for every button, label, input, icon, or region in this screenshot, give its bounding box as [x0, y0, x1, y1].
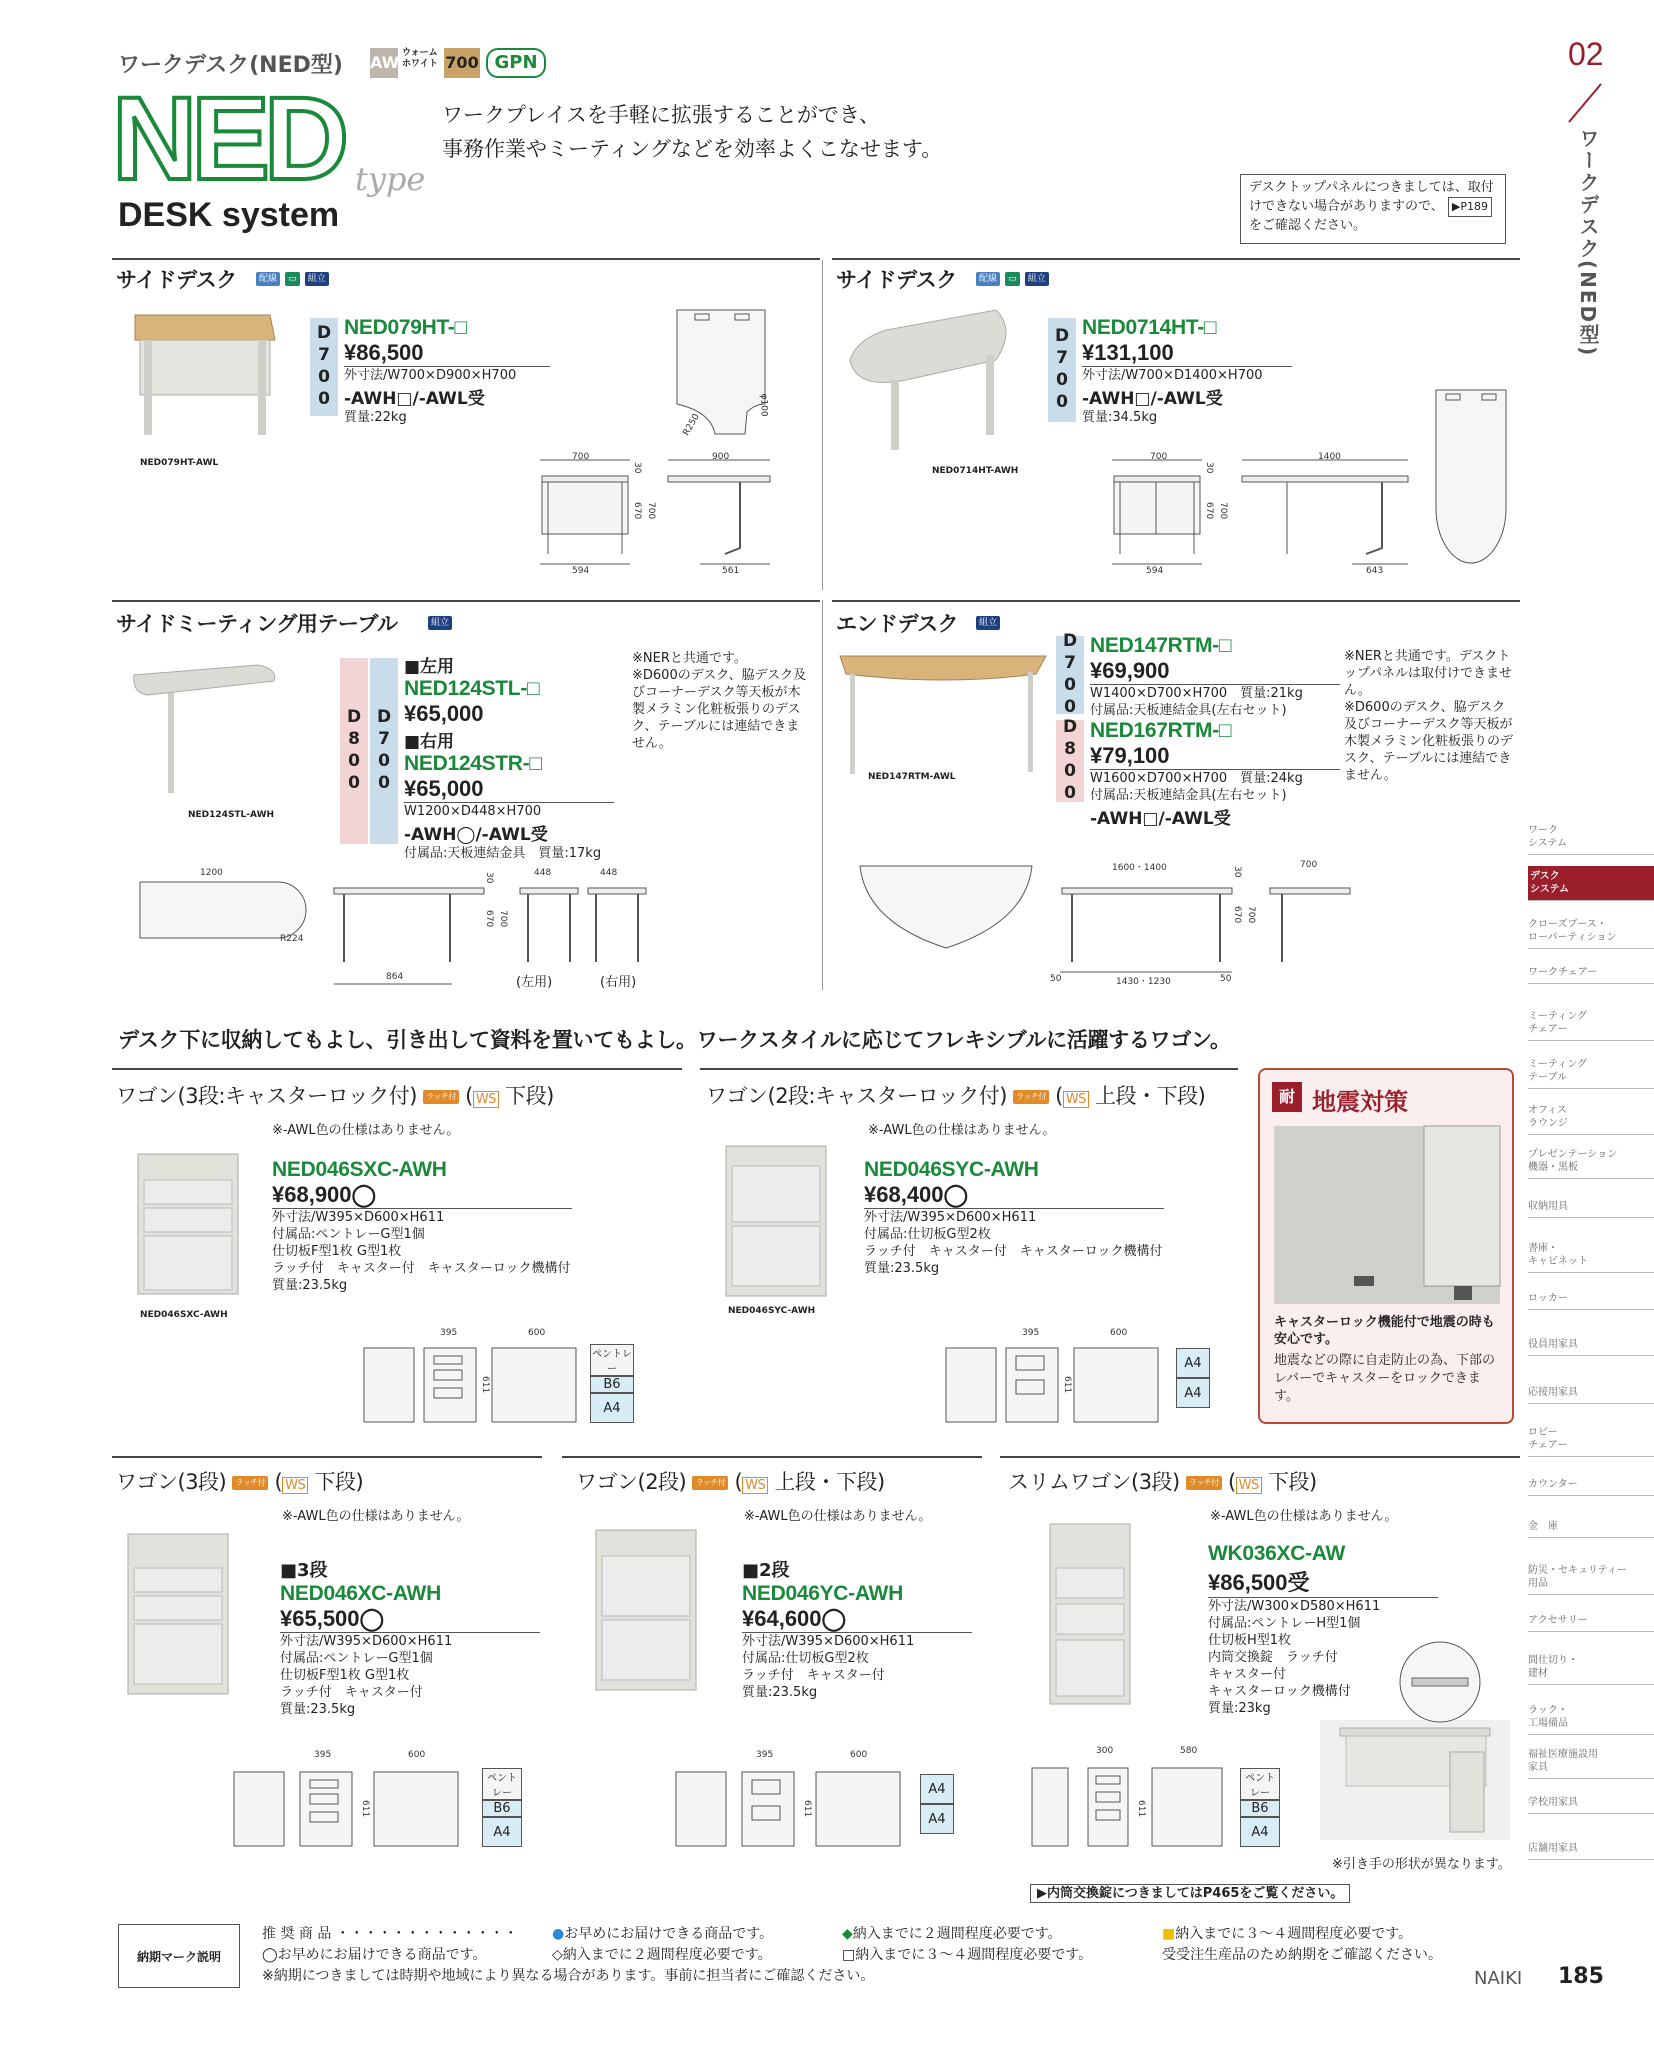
depth-label: D700: [1056, 636, 1084, 714]
spec-icons: 配線 ▭ 組立: [976, 268, 1049, 287]
tray-table: ペントレー B6 A4: [482, 1768, 522, 1847]
dim: 700: [498, 910, 508, 928]
section-title: サイドデスク: [836, 268, 957, 292]
product-variant: -AWH◯/-AWL受: [404, 825, 548, 845]
elevation-drawing: [1112, 458, 1412, 568]
product-code: NED046XC-AWH: [280, 1582, 441, 1605]
product-code: NED0714HT-□: [1082, 316, 1217, 339]
sidebar-item[interactable]: ラック・ 工場備品: [1528, 1700, 1654, 1735]
col-divider: [822, 260, 823, 590]
dim: 864: [386, 972, 404, 982]
quake-text: 地震などの際に自走防止の為、下部のレバーでキャスターをロックできます。: [1274, 1353, 1496, 1404]
legend-cell: ◇納入までに２週間程度必要です。: [552, 1947, 772, 1963]
dim: 643: [1366, 566, 1384, 576]
section-title: サイドミーティング用テーブル: [116, 612, 398, 636]
meeting-table-photo: [128, 655, 288, 805]
dim: 50: [1050, 974, 1062, 984]
spec-line: 付属品:仕切板G型2枚: [864, 1227, 991, 1242]
photo-caption: NED046SYC-AWH: [728, 1306, 816, 1316]
sidebar-item[interactable]: 役員用家具: [1528, 1334, 1654, 1356]
divider: [832, 600, 1520, 602]
latch-icon: ラッチ付: [1013, 1090, 1049, 1104]
wagon-3-photo: [134, 1150, 244, 1300]
brand: NAIKI: [1474, 1968, 1523, 1989]
plan-drawing: [856, 862, 1036, 956]
sidebar-item[interactable]: ワーク システム: [1528, 820, 1654, 855]
dim: 700: [1150, 452, 1168, 462]
dim: R224: [280, 934, 304, 944]
dim: 600: [408, 1750, 426, 1760]
product-size: W1200×D448×H700: [404, 802, 614, 820]
sidebar-item[interactable]: 学校用家具: [1528, 1792, 1654, 1814]
elevation-drawing: [1060, 868, 1360, 978]
wagon-drawing: [362, 1346, 582, 1426]
ws-icon: WS: [1236, 1477, 1262, 1494]
sidebar-item[interactable]: ミーティング テーブル: [1528, 1054, 1654, 1089]
latch-icon: ラッチ付: [692, 1476, 728, 1490]
section-title: ワゴン(2段) ラッチ付 ( WS 上段・下段): [576, 1470, 885, 1494]
product-info: [1090, 634, 1340, 829]
dim: 395: [1022, 1328, 1040, 1338]
product-code: NED167RTM-□: [1090, 719, 1232, 742]
product-size: 外寸法/W700×D1400×H700: [1082, 366, 1292, 384]
sidebar-item[interactable]: ミーティング チェアー: [1528, 1006, 1654, 1041]
right-label: (右用): [600, 975, 637, 990]
legend-title: 納期マーク説明: [118, 1924, 240, 1988]
sidebar-item[interactable]: 店舗用家具: [1528, 1838, 1654, 1860]
dim: 300: [1096, 1746, 1114, 1756]
dim: 900: [712, 452, 730, 462]
ws-icon: WS: [473, 1091, 499, 1108]
spec-line: 質量:23.5kg: [280, 1702, 356, 1717]
photo-caption: NED0714HT-AWH: [932, 466, 1019, 476]
spec-line: 外寸法/W395×D600×H611: [864, 1210, 1037, 1225]
color-badge: AW: [370, 48, 398, 78]
wagon-drawing: [944, 1346, 1164, 1426]
product-info: [404, 652, 614, 862]
section-title: ワゴン(3段) ラッチ付 ( WS 下段): [116, 1470, 364, 1494]
spec-line: ラッチ付 キャスター付: [280, 1685, 423, 1700]
divider: [112, 1456, 542, 1458]
spec-line: 内筒交換錠 ラッチ付: [1208, 1650, 1338, 1665]
photo-caption: NED046SXC-AWH: [140, 1310, 228, 1320]
sidebar-item[interactable]: ワークチェアー: [1528, 962, 1654, 984]
section-title: ワゴン(2段:キャスターロック付) ラッチ付 ( WS 上段・下段): [706, 1084, 1206, 1108]
tray-table: ペントレー B6 A4: [1240, 1768, 1280, 1847]
product-info: [280, 1556, 540, 1718]
product-code: WK036XC-AW: [1208, 1542, 1346, 1565]
tray-table: A4 A4: [1176, 1348, 1210, 1408]
dim: 611: [1136, 1800, 1146, 1818]
dim: 395: [314, 1750, 332, 1760]
dim: 30: [1232, 866, 1242, 878]
left-label: (左用): [516, 975, 553, 990]
end-desk-photo: [836, 650, 1056, 780]
section-vertical-title: ワークデスク(NED型): [1576, 128, 1600, 358]
product-accessory: 付属品:天板連結金具(左右セット): [1090, 703, 1287, 718]
intro-text: [442, 98, 942, 166]
sidebar-item[interactable]: デスク システム: [1528, 866, 1654, 901]
product-price: ¥69,900: [1090, 658, 1170, 683]
dim: 611: [1062, 1376, 1072, 1394]
spec-line: 質量:23.5kg: [742, 1685, 818, 1700]
product-accessory: 付属品:天板連結金具(左右セット): [1090, 788, 1287, 803]
variant-label: ■2段: [742, 1560, 790, 1581]
dim: 700: [1218, 502, 1228, 520]
quake-bold: キャスターロック機能付で地震の時も安心です。: [1274, 1315, 1495, 1347]
sidebar-item[interactable]: 福祉医療施設用 家具: [1528, 1744, 1654, 1779]
dim: 600: [528, 1328, 546, 1338]
note: ※-AWL色の仕様はありません。: [1210, 1509, 1398, 1524]
intro-line: 事務作業やミーティングなどを効率よくこなせます。: [442, 137, 943, 161]
spec-line: 付属品:仕切板G型2枚: [742, 1651, 869, 1666]
legend-cell: 推 奨 商 品 ・・・・・・・・・・・・・: [262, 1926, 518, 1942]
gpn-badge: GPN: [486, 48, 546, 78]
dim: 30: [632, 462, 642, 474]
photo-caption: NED124STL-AWH: [188, 810, 275, 820]
sidebar-item[interactable]: アクセサリー: [1528, 1610, 1654, 1632]
quake-icon: 耐: [1272, 1082, 1302, 1112]
slim-wagon-photo: [1046, 1520, 1136, 1710]
notice-end: をご確認ください。: [1249, 218, 1367, 233]
spec-line: 仕切板H型1枚: [1208, 1633, 1292, 1648]
sidebar-item[interactable]: 間仕切り・ 建材: [1528, 1650, 1654, 1685]
section-title: スリムワゴン(3段) ラッチ付 ( WS 下段): [1008, 1470, 1317, 1494]
sidebar-item[interactable]: 収納用具: [1528, 1196, 1654, 1218]
notice-ref[interactable]: ▶P189: [1448, 197, 1492, 217]
note: ※D600のデスク、脇デスク及びコーナーデスク等天板が木製メラミン化粧板張りのデスク、テーブルには連結できません。: [1344, 700, 1514, 783]
notes: [1344, 648, 1516, 784]
intro-line: ワークプレイスを手軽に拡張することができ、: [442, 103, 881, 127]
dim: 30: [484, 872, 494, 884]
legend-cell: ◯お早めにお届けできる商品です。: [262, 1947, 487, 1963]
spec-line: 付属品:ペントレーG型1個: [272, 1227, 425, 1242]
spec-line: ラッチ付 キャスター付 キャスターロック機構付: [864, 1244, 1163, 1259]
logo-type: type: [355, 160, 426, 198]
spec-line: 質量:23kg: [1208, 1701, 1271, 1716]
sidebar-item[interactable]: プレゼンテーション 機器・黒板: [1528, 1144, 1654, 1179]
legend-cell: □納入までに３～４週間程度必要です。: [842, 1947, 1093, 1963]
dim: 611: [360, 1800, 370, 1818]
tray-table: ペントレー B6 A4: [590, 1344, 634, 1423]
product-code: NED124STL-□: [404, 677, 540, 700]
legend-cell: 受受注生産品のため納期をご確認ください。: [1162, 1947, 1442, 1963]
product-code: NED046YC-AWH: [742, 1582, 903, 1605]
spec-line: 外寸法/W395×D600×H611: [742, 1634, 915, 1649]
product-price: ¥64,600◯: [742, 1606, 972, 1633]
photo-caption: NED147RTM-AWL: [868, 772, 956, 782]
product-info: [272, 1158, 572, 1294]
quake-title: 地震対策: [1312, 1088, 1408, 1116]
product-price: ¥65,000: [404, 776, 484, 801]
spec-line: ラッチ付 キャスター付 キャスターロック機構付: [272, 1261, 571, 1276]
sidebar-item[interactable]: 応接用家具: [1528, 1382, 1654, 1404]
dim: 1600・1400: [1112, 863, 1167, 873]
dim: 1200: [200, 868, 223, 878]
logo-sub: DESK system: [118, 196, 340, 234]
product-variant: -AWH□/-AWL受: [1082, 389, 1223, 409]
col-divider: [822, 600, 823, 990]
dim: 395: [756, 1750, 774, 1760]
dim: 700: [572, 452, 590, 462]
spec-line: 外寸法/W395×D600×H611: [272, 1210, 445, 1225]
legend-footnote: ※納期につきましては時期や地域により異なる場合があります。事前に担当者にご確認ください。: [262, 1968, 875, 1984]
note: ※-AWL色の仕様はありません。: [744, 1509, 932, 1524]
depth-label: D700: [1048, 318, 1076, 422]
spec-line: 付属品:ペントレーH型1個: [1208, 1616, 1361, 1631]
divider: [1000, 1456, 1520, 1458]
spec-line: 仕切板F型1枚 G型1枚: [272, 1244, 402, 1259]
tray-table: A4 A4: [920, 1774, 954, 1834]
page-number: 185: [1558, 1964, 1604, 1989]
divider: [832, 258, 1520, 260]
spec-line: キャスター付: [1208, 1667, 1287, 1682]
wagon-2-photo: [722, 1142, 832, 1302]
sidebar-item[interactable]: ロビー チェアー: [1528, 1422, 1654, 1457]
spec-line: キャスターロック機構付: [1208, 1684, 1351, 1699]
ws-icon: WS: [282, 1477, 308, 1494]
dim: 611: [480, 1376, 490, 1394]
dim: 700: [1246, 906, 1256, 924]
product-variant: -AWH□/-AWL受: [1090, 809, 1231, 829]
spec-line: 仕切板F型1枚 G型1枚: [280, 1668, 410, 1683]
variant-label: ■左用: [404, 657, 455, 677]
latch-icon: ラッチ付: [423, 1090, 459, 1104]
dim: 1400: [1318, 452, 1341, 462]
spec-icons: 配線 ▭ 組立: [256, 268, 329, 287]
spec-line: 質量:23.5kg: [272, 1278, 348, 1293]
color-name: ウォーム ホワイト: [402, 48, 438, 69]
elevation-drawing: [540, 458, 780, 568]
sidebar-item[interactable]: ロッカー: [1528, 1288, 1654, 1310]
product-code: NED147RTM-□: [1090, 634, 1232, 657]
dim: 700: [646, 502, 656, 520]
quake-photo: [1274, 1126, 1500, 1304]
product-price: ¥68,400◯: [864, 1182, 1164, 1209]
category-title: ワークデスク(NED型): [118, 53, 343, 78]
dim-phi: φ100: [758, 393, 769, 417]
dim: 670: [1204, 502, 1214, 520]
lock-note[interactable]: ▶内筒交換錠につきましてはP465をご覧ください。: [1030, 1884, 1350, 1903]
sidebar-item[interactable]: クローズブース・ ローパーティション: [1528, 914, 1654, 949]
desk-with-wagon-photo: [1320, 1652, 1510, 1852]
plan-drawing: [1434, 388, 1510, 568]
dim: 600: [1110, 1328, 1128, 1338]
spec-icons: 組立: [428, 612, 452, 631]
logo-ned: NED: [112, 73, 344, 205]
depth-label: D700: [310, 318, 338, 416]
section-number: 02: [1568, 36, 1604, 72]
divider: [112, 258, 820, 260]
product-variant: -AWH□/-AWL受: [344, 389, 485, 409]
product-price: ¥86,500受: [1208, 1566, 1438, 1598]
latch-icon: ラッチ付: [1186, 1476, 1222, 1490]
dim: 594: [1146, 566, 1164, 576]
section-title: エンドデスク: [836, 612, 959, 636]
product-price: ¥131,100: [1082, 340, 1174, 365]
divider: [112, 1068, 682, 1070]
photo-caption: NED079HT-AWL: [140, 458, 219, 468]
product-weight: 付属品:天板連結金具 質量:17kg: [404, 846, 602, 861]
dim: 561: [722, 566, 740, 576]
notes: [632, 650, 810, 752]
dim: 580: [1180, 1746, 1198, 1756]
spec-line: ラッチ付 キャスター付: [742, 1668, 885, 1683]
notice-text: デスクトップパネルにつきましては、取付けできない場合がありますので、: [1249, 180, 1494, 214]
product-size: W1600×D700×H700 質量:24kg: [1090, 769, 1340, 787]
dim: 1430・1230: [1116, 977, 1171, 987]
product-weight: 質量:22kg: [344, 410, 407, 425]
product-price: ¥79,100: [1090, 743, 1170, 768]
legend-cell: 納入までに２週間程度必要です。: [852, 1926, 1062, 1942]
dim: 611: [802, 1800, 812, 1818]
earthquake-box: [1258, 1068, 1514, 1424]
section-slash: [1565, 84, 1605, 124]
product-info: [864, 1158, 1164, 1277]
product-size: W1400×D700×H700 質量:21kg: [1090, 684, 1340, 702]
photo-note: ※引き手の形状が異なります。: [1332, 1857, 1511, 1872]
dim: 50: [1220, 974, 1232, 984]
product-code: NED046SYC-AWH: [864, 1158, 1039, 1181]
sidebar-item[interactable]: 金 庫: [1528, 1516, 1654, 1538]
product-code: NED124STR-□: [404, 752, 542, 775]
notice-box: [1240, 174, 1506, 244]
dim: 700: [1300, 860, 1318, 870]
dim: 670: [632, 502, 642, 520]
latch-icon: ラッチ付: [232, 1476, 268, 1490]
dim: 594: [572, 566, 590, 576]
legend-cell: 納入までに３～４週間程度必要です。: [1175, 1926, 1413, 1942]
product-info: [1082, 316, 1292, 426]
depth-label: D700: [370, 658, 398, 844]
product-price: ¥65,500◯: [280, 1606, 540, 1633]
legend: 推 奨 商 品 ・・・・・・・・・・・・・ ●お早めにお届けできる商品です。 ◆納入までに２週間程度必要です。 ■納入までに３～４週間程度必要です。 ◯お早めにお届けできる商品です。 ◇納入までに２週間程度必要です。 □納入までに３～４週間程度必要です。 受受注生産品のため納期をご確認ください。 ※納期につきましては時期や地域により異なる場合があります。事前に担当者にご確認ください。: [262, 1924, 1502, 1987]
dim: 395: [440, 1328, 458, 1338]
wagon-3-photo: [124, 1530, 234, 1700]
dim-r250: R250: [681, 412, 702, 438]
dim: 448: [600, 868, 618, 878]
product-info: [742, 1556, 972, 1701]
divider: [700, 1068, 1238, 1070]
note: ※NERと共通です。デスクトップパネルは取付けできません。: [1344, 649, 1512, 698]
spec-icons: 組立: [976, 612, 1000, 631]
wagon-2-photo: [592, 1526, 702, 1696]
spec-line: 付属品:ペントレーG型1個: [280, 1651, 433, 1666]
note: ※-AWL色の仕様はありません。: [272, 1123, 460, 1138]
sidebar-item[interactable]: 防災・セキュリティー 用品: [1528, 1560, 1654, 1595]
note: ※NERと共通です。: [632, 651, 747, 666]
wagon-drawing: [232, 1770, 472, 1850]
side-desk-round-photo: [846, 300, 1016, 460]
plan-drawing: [138, 880, 318, 940]
side-desk-photo: [130, 310, 280, 440]
dim: 670: [484, 910, 494, 928]
variant-label: ■3段: [280, 1560, 328, 1581]
size-badge: 700: [444, 48, 480, 78]
section-title: サイドデスク: [116, 268, 237, 292]
sidebar-item[interactable]: オフィス ラウンジ: [1528, 1100, 1654, 1135]
variant-label: ■右用: [404, 732, 455, 752]
spec-line: 外寸法/W300×D580×H611: [1208, 1599, 1381, 1614]
divider: [562, 1456, 982, 1458]
section-title: ワゴン(3段:キャスターロック付) ラッチ付 ( WS 下段): [116, 1084, 554, 1108]
dim: 30: [1204, 462, 1214, 474]
legend-cell: お早めにお届けできる商品です。: [564, 1926, 774, 1942]
sidebar-item[interactable]: 書庫・ キャビネット: [1528, 1238, 1654, 1273]
product-weight: 質量:34.5kg: [1082, 410, 1158, 425]
divider: [112, 600, 820, 602]
wagon-drawing: [1030, 1766, 1230, 1850]
ws-icon: WS: [742, 1477, 768, 1494]
ws-icon: WS: [1063, 1091, 1089, 1108]
note: ※-AWL色の仕様はありません。: [868, 1123, 1056, 1138]
product-price: ¥65,000: [404, 701, 484, 726]
wagon-drawing: [674, 1770, 904, 1850]
product-price: ¥68,900◯: [272, 1182, 572, 1209]
product-code: NED079HT-□: [344, 316, 467, 339]
depth-label: D800: [1056, 720, 1084, 802]
product-code: NED046SXC-AWH: [272, 1158, 447, 1181]
wagon-intro: デスク下に収納してもよし、引き出して資料を置いてもよし。ワークスタイルに応じてフレキシブルに活躍するワゴン。: [118, 1028, 1231, 1052]
spec-line: 質量:23.5kg: [864, 1261, 940, 1276]
dim: 448: [534, 868, 552, 878]
sidebar-item[interactable]: カウンター: [1528, 1474, 1654, 1496]
note: ※D600のデスク、脇デスク及びコーナーデスク等天板が木製メラミン化粧板張りのデスク、テーブルには連結できません。: [632, 668, 807, 751]
depth-label: D800: [340, 658, 368, 844]
note: ※-AWL色の仕様はありません。: [282, 1509, 470, 1524]
dim: 670: [1232, 906, 1242, 924]
dim: 600: [850, 1750, 868, 1760]
spec-line: 外寸法/W395×D600×H611: [280, 1634, 453, 1649]
product-info: [344, 316, 550, 426]
product-price: ¥86,500: [344, 340, 424, 365]
product-size: 外寸法/W700×D900×H700: [344, 366, 550, 384]
